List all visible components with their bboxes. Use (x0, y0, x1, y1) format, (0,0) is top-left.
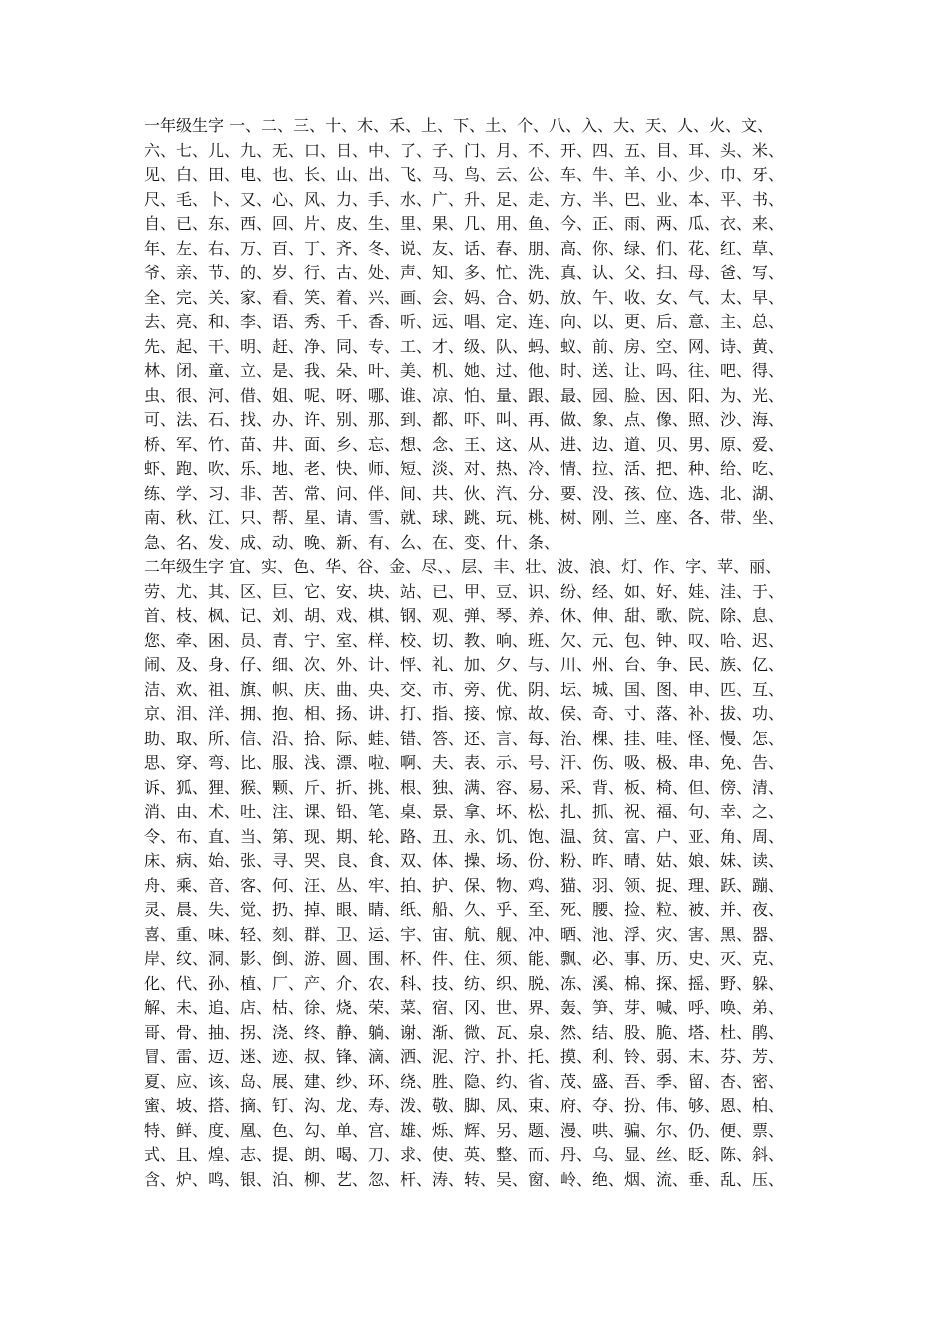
text-line: 虾、跑、吹、乐、地、老、快、师、短、淡、对、热、冷、情、拉、活、把、种、给、吃、 (144, 459, 785, 478)
text-line: 哥、骨、抽、拐、浇、终、静、躺、谢、渐、微、瓦、泉、然、结、股、脆、塔、杜、鹃、 (144, 1022, 785, 1042)
text-line: 您、牵、困、员、青、宁、室、样、校、切、教、响、班、欠、元、包、钟、叹、哈、迟、 (144, 630, 785, 650)
text-line: 全、完、关、家、看、笑、着、兴、画、会、妈、合、奶、放、午、收、女、气、太、早、 (144, 287, 785, 307)
text-line: 灵、晨、失、觉、扔、掉、眼、睛、纸、船、久、乎、至、死、腰、捡、粒、被、并、夜、 (144, 900, 785, 919)
text-line: 急、名、发、成、动、晚、新、有、么、在、变、什、条、 (144, 532, 561, 552)
text-line: 含、炉、鸣、银、泊、柳、艺、忽、杆、涛、转、吴、窗、岭、绝、烟、流、垂、乱、压、 (144, 1169, 785, 1189)
text-line: 去、亮、和、李、语、秀、千、香、听、远、唱、定、连、向、以、更、后、意、主、总、 (144, 312, 785, 331)
text-line: 化、代、孙、植、厂、产、介、农、科、技、纺、织、脱、冻、溪、棉、探、摇、野、躲、 (144, 973, 785, 993)
text-line: 特、鲜、度、凰、色、勾、单、宫、雄、烁、辉、另、题、漫、哄、骗、尔、仍、便、票、 (144, 1120, 785, 1140)
text-line: 尺、毛、卜、又、心、风、力、手、水、广、升、足、走、方、半、巴、业、本、平、书、 (144, 189, 785, 209)
text-line: 洁、欢、祖、旗、帜、庆、曲、央、交、市、旁、优、阴、坛、城、国、图、申、匹、互、 (144, 679, 785, 699)
text-line: 二年级生字 宜、实、色、华、谷、金、尽、、层、丰、壮、波、浪、灯、作、字、苹、丽、 (144, 557, 782, 576)
text-line: 床、病、始、张、寻、哭、良、食、双、体、操、场、份、粉、昨、晴、姑、娘、妹、读、 (144, 851, 785, 870)
text-line: 诉、狐、狸、猴、颗、斤、折、挑、根、独、满、容、易、采、背、板、椅、但、傍、清、 (144, 777, 785, 797)
text-line: 一年级生字 一、二、三、十、木、禾、上、下、土、个、八、入、大、天、人、火、文、 (144, 116, 774, 135)
document-page (144, 114, 816, 1192)
text-line: 练、学、习、非、苦、常、问、伴、间、共、伙、汽、分、要、没、孩、位、选、北、湖、 (144, 483, 785, 503)
text-line: 岸、纹、洞、影、倒、游、圆、围、杯、件、住、须、能、飘、必、事、历、史、灭、克、 (144, 949, 785, 968)
text-line: 南、秋、江、只、帮、星、请、雪、就、球、跳、玩、桃、树、刚、兰、座、各、带、坐、 (144, 508, 785, 527)
text-line: 虫、很、河、借、姐、呢、呀、哪、谁、凉、怕、量、跟、最、园、脸、因、阳、为、光、 (144, 385, 785, 405)
text-line: 舟、乘、音、客、何、汪、丛、牢、拍、护、保、物、鸡、猫、羽、领、捉、理、跃、蹦、 (144, 875, 785, 895)
text-line: 可、法、石、找、办、许、别、那、到、都、吓、叫、再、做、象、点、像、照、沙、海、 (144, 410, 785, 429)
text-line: 自、已、东、西、回、片、皮、生、里、果、几、用、鱼、今、正、雨、两、瓜、衣、来、 (144, 214, 785, 233)
text-line: 爷、亲、节、的、岁、行、古、处、声、知、多、忙、洗、真、认、父、扫、母、爸、写、 (144, 263, 785, 282)
text-line: 令、布、直、当、第、现、期、轮、路、丑、永、饥、饱、温、贫、富、户、亚、角、周、 (144, 826, 785, 846)
text-line: 蜜、坡、搭、摘、钉、沟、龙、寿、泼、敬、脚、凤、束、府、夺、扮、伟、够、恩、柏、 (144, 1096, 785, 1115)
text-line: 夏、应、该、岛、展、建、纱、环、绕、胜、隐、约、省、茂、盛、吾、季、留、杏、密、 (144, 1071, 785, 1091)
text-line: 闹、及、身、仔、细、次、外、计、怦、礼、加、夕、与、川、州、台、争、民、族、亿、 (144, 655, 785, 674)
text-line: 年、左、右、万、百、丁、齐、冬、说、友、话、春、朋、高、你、绿、们、花、红、草、 (144, 238, 785, 258)
text-line: 解、未、追、店、枯、徐、烧、荣、菜、宿、冈、世、界、轰、笋、芽、喊、呼、唤、弟、 (144, 998, 785, 1017)
text-line: 喜、重、味、轻、刻、群、卫、运、宇、宙、航、舰、冲、晒、池、浮、灾、害、黑、器、 (144, 924, 785, 944)
text-line: 见、白、田、电、也、长、山、出、飞、马、鸟、云、公、车、牛、羊、小、少、巾、牙、 (144, 165, 785, 184)
text-line: 思、穿、弯、比、服、浅、漂、啦、啊、夫、表、示、号、汗、伤、吸、极、串、免、告、 (144, 753, 785, 772)
text-line: 桥、军、竹、苗、井、面、乡、忘、想、念、王、这、从、进、边、道、贝、男、原、爱、 (144, 434, 785, 454)
text-line: 式、且、煌、志、提、朗、喝、刀、求、使、英、整、而、丹、乌、显、丝、眨、陈、斜、 (144, 1145, 785, 1164)
text-line: 消、由、术、吐、注、课、铅、笔、桌、景、拿、坏、松、扎、抓、祝、福、句、幸、之、 (144, 802, 785, 821)
text-line: 林、闭、童、立、是、我、朵、叶、美、机、她、过、他、时、送、让、吗、往、吧、得、 (144, 361, 785, 380)
text-line: 先、起、干、明、赶、净、同、专、工、才、级、队、蚂、蚁、前、房、空、网、诗、黄、 (144, 336, 785, 356)
text-line: 六、七、儿、九、无、口、日、中、了、子、门、月、不、开、四、五、目、耳、头、米、 (144, 140, 785, 160)
text-line: 冒、雷、迈、迷、迹、叔、锋、滴、洒、泥、泞、扑、托、摸、利、铃、弱、末、芬、芳、 (144, 1047, 785, 1066)
text-line: 京、泪、洋、拥、抱、相、扬、讲、打、指、接、惊、故、侯、奇、寸、落、补、拔、功、 (144, 704, 785, 723)
text-line: 首、枝、枫、记、刘、胡、戏、棋、钢、观、弹、琴、养、休、伸、甜、歌、院、除、息、 (144, 606, 785, 625)
text-line: 助、取、所、信、沿、拾、际、蛙、错、答、还、言、每、治、棵、挂、哇、怪、慢、怎、 (144, 728, 785, 748)
text-line: 劳、尤、其、区、巨、它、安、块、站、已、甲、豆、识、纷、经、如、好、娃、洼、于、 (144, 581, 785, 601)
